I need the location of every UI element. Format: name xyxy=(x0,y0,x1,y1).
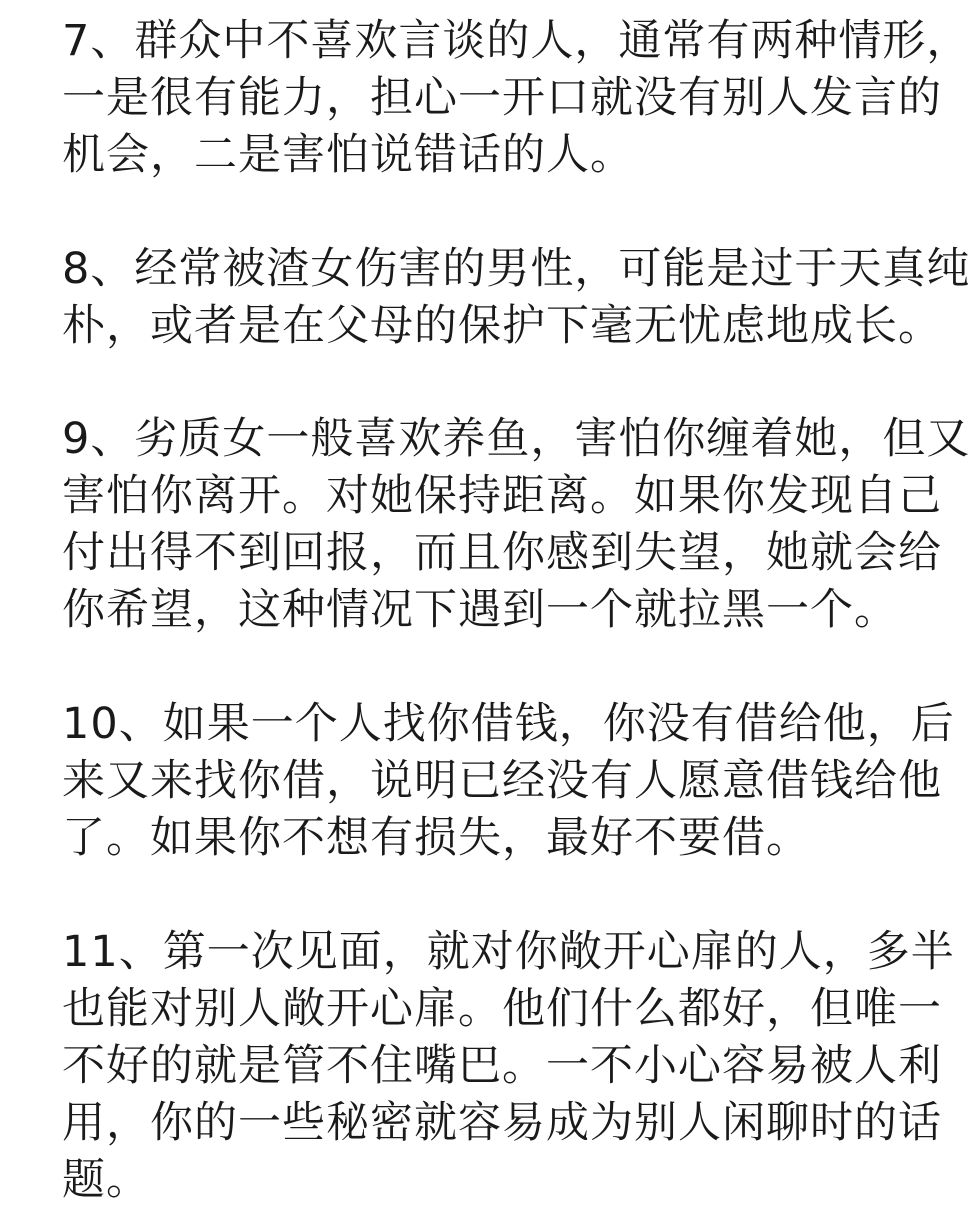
paragraph-line: 9、劣质女一般喜欢养鱼，害怕你缠着她，但又 xyxy=(62,414,970,464)
paragraph-line: 害怕你离开。对她保持距离。如果你发现自己 xyxy=(62,471,942,521)
paragraph-line: 题。 xyxy=(62,1155,150,1205)
paragraph-line: 8、经常被渣女伤害的男性，可能是过于天真纯 xyxy=(62,244,970,294)
paragraph-item-10 xyxy=(62,696,955,867)
paragraph-line: 来又来找你借，说明已经没有人愿意借钱给他 xyxy=(62,756,942,806)
paragraph-line: 10、如果一个人找你借钱，你没有借给他，后 xyxy=(62,699,955,749)
paragraph-item-8 xyxy=(62,241,970,355)
paragraph-line: 朴，或者是在父母的保护下毫无忧虑地成长。 xyxy=(62,301,942,351)
paragraph-item-7 xyxy=(62,13,970,184)
paragraph-line: 不好的就是管不住嘴巴。一不小心容易被人利 xyxy=(62,1041,942,1091)
paragraph-line: 7、群众中不喜欢言谈的人，通常有两种情形， xyxy=(62,16,970,66)
paragraph-line: 你希望，这种情况下遇到一个就拉黑一个。 xyxy=(62,585,898,635)
paragraph-item-11 xyxy=(62,924,955,1209)
paragraph-line: 机会，二是害怕说错话的人。 xyxy=(62,130,634,180)
paragraph-line: 用，你的一些秘密就容易成为别人闲聊时的话 xyxy=(62,1098,942,1148)
paragraph-line: 了。如果你不想有损失，最好不要借。 xyxy=(62,813,810,863)
paragraph-line: 付出得不到回报，而且你感到失望，她就会给 xyxy=(62,528,942,578)
paragraph-line: 一是很有能力，担心一开口就没有别人发言的 xyxy=(62,73,942,123)
paragraph-line: 也能对别人敞开心扉。他们什么都好，但唯一 xyxy=(62,984,942,1034)
paragraph-item-9 xyxy=(62,411,970,639)
paragraph-line: 11、第一次见面，就对你敞开心扉的人，多半 xyxy=(62,927,955,977)
